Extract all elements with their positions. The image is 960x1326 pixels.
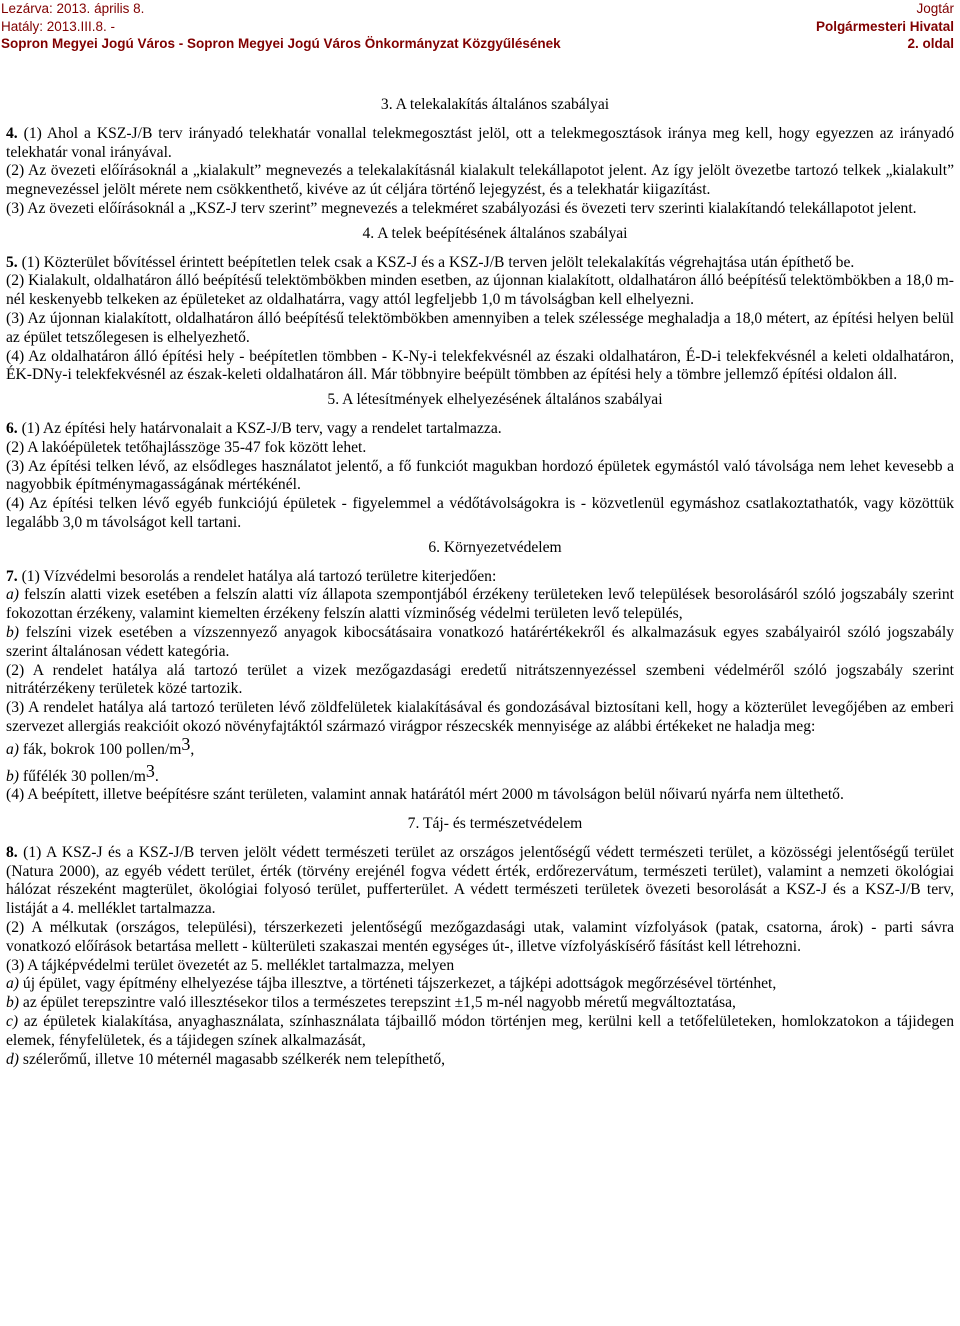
office-name: Polgármesteri Hivatal xyxy=(815,18,954,34)
item-label: b) xyxy=(6,767,19,785)
paragraph-5-3: (3) Az újonnan kialakított, oldalhatáron álló beépítésű telektömbökben amennyiben a telek szélessége meghaladja a 18,0 métert, az építési helyen belül az épület tetszőlegesen is elhelyezhető. xyxy=(6,309,954,346)
paragraph-number: 6. xyxy=(6,419,18,437)
item-label: a) xyxy=(6,740,19,758)
item-8-3-d xyxy=(6,1051,954,1070)
section-title-5: 5. A létesítmények elhelyezésének általános szabályai xyxy=(327,391,663,409)
paragraph-number: 5. xyxy=(6,253,18,271)
paragraph-4-3: (3) Az övezeti előírásoknál a „KSZ-J terv szerint” megnevezés a telekméret szabályozási és övezeti terv szerinti kialakítandó telekállapotot jelent. xyxy=(6,199,917,217)
item-7-3-b xyxy=(6,760,954,787)
paragraph-text: (1) Vízvédelmi besorolás a rendelet hatálya alá tartozó területre kiterjedően: xyxy=(17,567,497,585)
paragraph-text: (1) Ahol a KSZ-J/B terv irányadó telekhatár vonallal telekmegosztást jelöl, ott a telekmegosztások iránya meg kell, hogy egyezzen az irányadó telekhatár vonal irányával. xyxy=(6,124,954,161)
item-label: b) xyxy=(6,623,19,641)
paragraph-6-3: (3) Az építési telken lévő, az elsődleges használatot jelentő, a fő funkciót magukban hordozó épületek egymástól való távolsága nem lehet kevesebb a nagyobbik építménymagasságának mértékénél. xyxy=(6,457,954,494)
paragraph-7-2: (2) A rendelet hatálya alá tartozó terület a vizek mezőgazdasági eredetű nitrátszennyezéssel szembeni védelméről szóló jogszabály szerint nitrátérzékeny területek közé tartozik. xyxy=(6,661,954,698)
effective-date: Hatály: 2013.III.8. - xyxy=(1,18,116,34)
superscript: 3 xyxy=(181,733,191,754)
paragraph-5-1 xyxy=(6,254,954,273)
item-text: szélerőmű, illetve 10 méternél magasabb szélkerék nem telepíthető, xyxy=(19,1050,446,1068)
paragraph-7-1 xyxy=(6,568,954,587)
paragraph-number: 4. xyxy=(6,124,18,142)
item-8-3-b xyxy=(6,994,954,1013)
paragraph-7-3: (3) A rendelet hatálya alá tartozó területen lévő zöldfelületek kialakításával és gondozásával biztosítani kell, hogy a közterület levegőjében az emberi szervezet allergiás reakcióit okozó növényfajtáktól származó virágpor részecskék mennyisége az alábbi értékeket ne haladja meg: xyxy=(6,699,954,735)
paragraph-number: 8. xyxy=(6,843,18,861)
paragraph-6-1 xyxy=(6,420,954,439)
superscript: 3 xyxy=(145,760,155,781)
page-header-left xyxy=(1,0,561,53)
paragraph-4-2: (2) Az övezeti előírásoknál a „kialakult” megnevezés a telekalakításnál kialakult telekállapotot jelent. Az így jelölt övezetbe tartozó telkek „kialakult” megnevezéssel jelölt mérete nem csökkenthető, kivéve az út céljára történő lejegyzést, és a telekhatár kiigazítást. xyxy=(6,162,954,199)
item-text: az épület terepszintre való illesztésekor tilos a természetes terepszint ±1,5 m-nél nagyobb méretű megváltoztatása, xyxy=(19,994,736,1012)
issuer: Sopron Megyei Jogú Város - Sopron Megyei Jogú Város Önkormányzat Közgyűlésének xyxy=(1,36,561,51)
repository-name: Jogtár xyxy=(916,1,954,16)
item-label: a) xyxy=(6,586,19,604)
item-label: c) xyxy=(6,1013,19,1031)
item-7-1-b xyxy=(6,624,954,662)
page-number: 2. oldal xyxy=(907,36,954,51)
item-label: a) xyxy=(6,975,19,993)
paragraph-text: (1) Közterület bővítéssel érintett beépítetlen telek csak a KSZ-J és a KSZ-J/B terven jelölt telekalakítás végrehajtása után építhető be. xyxy=(17,253,855,271)
section-title-7: 7. Táj- és természetvédelem xyxy=(407,815,583,833)
item-text: az épületek kialakítása, anyaghasználata, színhasználata tájbaillő módon történjen meg, kerülni kell a tetőfelületeken, homlokzatokon a tájidegen elemek, fényfelületek, és a tájidegen színek alkalmazását, xyxy=(6,1013,954,1049)
page-header-right xyxy=(816,0,954,53)
paragraph-text: (1) A KSZ-J és a KSZ-J/B terven jelölt védett természeti terület az országos jelentőségű védett természeti terület, a közösségi jelentőségű terület (Natura 2000), az egyéb védett terület, érték (törvény erejénél fogva védett érték, erdőrezervátum, természeti terület), valamint a nemzeti ökológiai hálózat részeként magterület, ökológiai folyosó terület, pufferterület. A védett természeti területek övezeti besorolását a KSZ-J és a KSZ-J/B terv, listáját a 4. melléklet tartalmazza. xyxy=(6,843,954,918)
paragraph-text: (1) Az építési hely határvonalait a KSZ-J/B terv, vagy a rendelet tartalmazza. xyxy=(17,419,502,437)
paragraph-6-2: (2) A lakóépületek tetőhajlásszöge 35-47 fok között lehet. xyxy=(6,438,367,456)
paragraph-8-1 xyxy=(6,844,954,919)
item-text: felszíni vizek esetében a vízszennyező anyagok kibocsátásaira vonatkozó határértékekről és alkalmazásuk egyes szabályairól szóló jogszabály szerint általánosan védett kategória. xyxy=(6,623,954,660)
paragraph-6-4: (4) Az építési telken lévő egyéb funkciójú épületek - figyelemmel a védőtávolságokra is - közvetlenül egymáshoz csatlakoztathatók, vagy közöttük legalább 3,0 m távolságot kell tartani. xyxy=(6,495,954,531)
section-title-6: 6. Környezetvédelem xyxy=(428,538,562,556)
item-label: b) xyxy=(6,994,19,1012)
section-title-4: 4. A telek beépítésének általános szabályai xyxy=(362,224,628,242)
paragraph-5-2: (2) Kialakult, oldalhatáron álló beépítésű telektömbökben minden esetben, az újonnan kialakított, oldalhatáron álló beépítésű telektömbökben a 18,0 m-nél keskenyebb telkeken az épületeket az oldalhatárra, vagy attól legfeljebb 1,0 m távolságban kell elhelyezni. xyxy=(6,272,954,309)
item-label: d) xyxy=(6,1050,19,1068)
paragraph-7-4: (4) A beépített, illetve beépítésre szánt területen, valamint annak határától mért 2000 m távolságon belül nőivarú nyárfa nem ültethető. xyxy=(6,786,844,804)
paragraph-number: 7. xyxy=(6,567,18,585)
paragraph-8-3: (3) A tájképvédelmi terület övezetét az 5. melléklet tartalmazza, melyen xyxy=(6,956,455,974)
item-text: felszín alatti vizek esetében a felszín alatti víz állapota szempontjából érzékeny területeken levő települések besorolásáról szóló jogszabály szerint fokozottan érzékeny, valamint kiemelten érzékeny felszín alatti vízminőség védelmi területen levő település, xyxy=(6,586,954,623)
item-7-1-a xyxy=(6,586,954,624)
item-8-3-c xyxy=(6,1013,954,1051)
section-title-3: 3. A telekalakítás általános szabályai xyxy=(380,96,610,113)
document-body xyxy=(6,96,954,1069)
item-text: fák, bokrok 100 pollen/m xyxy=(19,740,182,758)
item-7-3-a xyxy=(6,733,954,760)
item-text: fűfélék 30 pollen/m xyxy=(19,767,146,785)
item-text: új épület, vagy építmény elhelyezése tájba illesztve, a történeti tájszerkezet, a tájképi adottságok megőrzésével történhet, xyxy=(19,975,777,993)
item-8-3-a xyxy=(6,975,954,994)
closed-date: Lezárva: 2013. április 8. xyxy=(1,1,145,16)
paragraph-4-1 xyxy=(6,125,954,163)
paragraph-8-2: (2) A mélkutak (országos, települési), térszerkezeti jelentőségű mezőgazdasági utak, valamint vízfolyások (patak, csatorna, árok) - parti sávra vonatkozó előírások betartása mellett - külterületi szakaszai mentén egységes út-, illetve vízfolyáskísérő fásítást kell létrehozni. xyxy=(6,919,954,955)
item-text-tail: , xyxy=(190,740,195,758)
item-text-tail: . xyxy=(154,767,159,785)
paragraph-5-4: (4) Az oldalhatáron álló építési hely - beépítetlen tömbben - K-Ny-i telekfekvésnél az északi oldalhatáron, É-D-i telekfekvésnél a keleti oldalhatáron, ÉK-DNy-i telekfekvésnél az észak-keleti oldalhatáron áll. Már többnyire beépült tömbben az építési hely a tömbre jellemző építési oldalon áll. xyxy=(6,347,954,384)
